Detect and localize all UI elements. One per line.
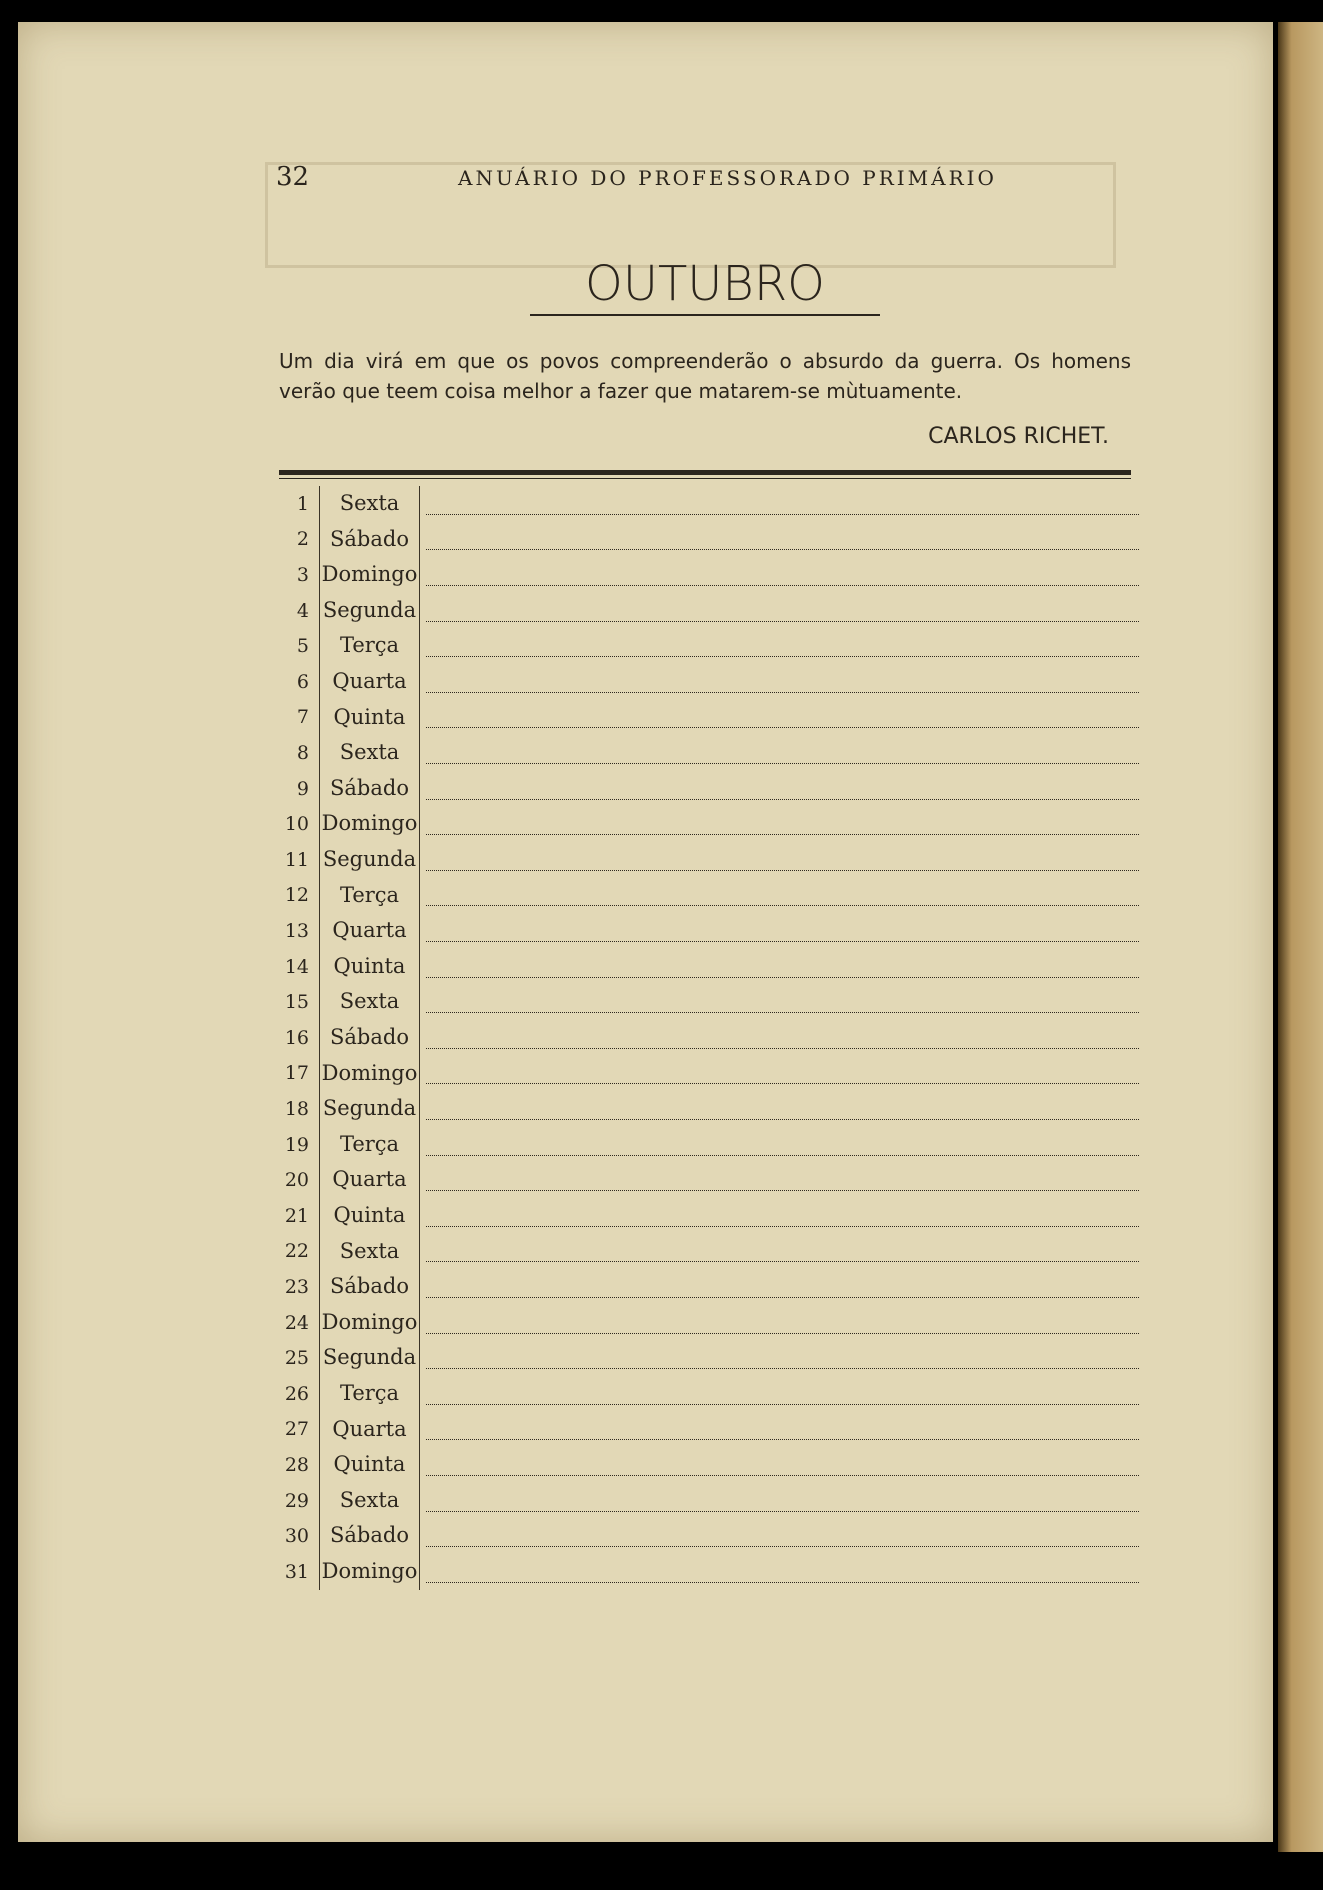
- note-line: [426, 1438, 1139, 1440]
- day-number: 17: [284, 1062, 309, 1085]
- calendar-row: [279, 1376, 1139, 1412]
- day-number: 30: [284, 1525, 309, 1548]
- note-line: [426, 1545, 1139, 1547]
- calendar-row: [279, 700, 1139, 736]
- calendar-row: [279, 557, 1139, 593]
- next-page-edge: [1278, 22, 1323, 1852]
- calendar-row: [279, 1518, 1139, 1554]
- calendar-row: [279, 984, 1139, 1020]
- note-line: [426, 1332, 1139, 1334]
- weekday-name: Quarta: [319, 1162, 420, 1198]
- note-line: [426, 1367, 1139, 1369]
- calendar-row: [279, 1234, 1139, 1270]
- weekday-name: Domingo: [319, 1056, 420, 1092]
- day-number: 4: [296, 599, 309, 622]
- note-line: [426, 762, 1139, 764]
- calendar-row: [279, 522, 1139, 558]
- day-number: 14: [284, 955, 309, 978]
- note-line: [426, 940, 1139, 942]
- epigraph-quote: Um dia virá em que os povos compreenderão o absurdo da guerra. Os homens verão que teem coisa melhor a fazer que matarem-se mùtuamente.: [279, 349, 1131, 403]
- running-title: ANUÁRIO DO PROFESSORADO PRIMÁRIO: [458, 166, 997, 190]
- calendar-row: [279, 486, 1139, 522]
- weekday-name: Segunda: [319, 1091, 420, 1127]
- day-number: 21: [284, 1204, 309, 1227]
- weekday-name: Quinta: [319, 949, 420, 985]
- day-number: 18: [284, 1097, 309, 1120]
- note-line: [426, 1118, 1139, 1120]
- calendar-row: [279, 664, 1139, 700]
- note-line: [426, 976, 1139, 978]
- note-line: [426, 655, 1139, 657]
- table-top-rule-thin: [279, 478, 1131, 479]
- day-number: 8: [296, 741, 309, 764]
- weekday-name: Quarta: [319, 913, 420, 949]
- note-line: [426, 1011, 1139, 1013]
- calendar-row: [279, 878, 1139, 914]
- calendar-row: [279, 735, 1139, 771]
- note-line: [426, 1047, 1139, 1049]
- weekday-name: Terça: [319, 1376, 420, 1412]
- day-number: 26: [284, 1382, 309, 1405]
- weekday-name: Segunda: [319, 593, 420, 629]
- weekday-name: Segunda: [319, 842, 420, 878]
- day-number: 28: [284, 1453, 309, 1476]
- weekday-name: Quinta: [319, 1198, 420, 1234]
- calendar-row: [279, 913, 1139, 949]
- note-line: [426, 513, 1139, 515]
- note-line: [426, 904, 1139, 906]
- weekday-name: Sexta: [319, 486, 420, 522]
- weekday-name: Domingo: [319, 557, 420, 593]
- weekday-name: Sábado: [319, 1269, 420, 1305]
- day-number: 2: [296, 528, 309, 551]
- weekday-name: Domingo: [319, 806, 420, 842]
- day-number: 27: [284, 1418, 309, 1441]
- weekday-name: Quinta: [319, 1447, 420, 1483]
- day-number: 15: [284, 991, 309, 1014]
- weekday-name: Sexta: [319, 984, 420, 1020]
- day-number: 31: [284, 1560, 309, 1583]
- calendar-row: [279, 1269, 1139, 1305]
- month-title: OUTUBRO: [530, 256, 880, 316]
- note-line: [426, 1581, 1139, 1583]
- calendar-row: [279, 628, 1139, 664]
- calendar-table: [279, 486, 1139, 1586]
- table-top-rule: [279, 470, 1131, 475]
- day-number: 9: [296, 777, 309, 800]
- calendar-row: [279, 949, 1139, 985]
- day-number: 16: [284, 1026, 309, 1049]
- weekday-name: Terça: [319, 628, 420, 664]
- day-number: 5: [296, 635, 309, 658]
- calendar-row: [279, 1483, 1139, 1519]
- page-header: [276, 162, 1126, 196]
- calendar-row: [279, 806, 1139, 842]
- weekday-name: Sexta: [319, 735, 420, 771]
- day-number: 1: [296, 492, 309, 515]
- note-line: [426, 798, 1139, 800]
- weekday-name: Domingo: [319, 1305, 420, 1341]
- calendar-row: [279, 1412, 1139, 1448]
- calendar-row: [279, 842, 1139, 878]
- page-number: 32: [276, 162, 310, 192]
- weekday-name: Sábado: [319, 1020, 420, 1056]
- weekday-name: Quarta: [319, 664, 420, 700]
- weekday-name: Segunda: [319, 1340, 420, 1376]
- note-line: [426, 1154, 1139, 1156]
- day-number: 25: [284, 1347, 309, 1370]
- day-number: 3: [296, 563, 309, 586]
- note-line: [426, 869, 1139, 871]
- day-number: 23: [284, 1275, 309, 1298]
- calendar-row: [279, 593, 1139, 629]
- note-line: [426, 1474, 1139, 1476]
- note-line: [426, 691, 1139, 693]
- calendar-row: [279, 1162, 1139, 1198]
- weekday-name: Domingo: [319, 1554, 420, 1590]
- note-line: [426, 1260, 1139, 1262]
- weekday-name: Quinta: [319, 700, 420, 736]
- weekday-name: Terça: [319, 1127, 420, 1163]
- calendar-row: [279, 1340, 1139, 1376]
- day-number: 13: [284, 919, 309, 942]
- note-line: [426, 1510, 1139, 1512]
- calendar-row: [279, 1091, 1139, 1127]
- day-number: 6: [296, 670, 309, 693]
- weekday-name: Sábado: [319, 1518, 420, 1554]
- day-number: 20: [284, 1169, 309, 1192]
- note-line: [426, 1296, 1139, 1298]
- note-line: [426, 1189, 1139, 1191]
- calendar-row: [279, 771, 1139, 807]
- note-line: [426, 620, 1139, 622]
- note-line: [426, 726, 1139, 728]
- weekday-name: Sábado: [319, 771, 420, 807]
- weekday-name: Terça: [319, 878, 420, 914]
- note-line: [426, 584, 1139, 586]
- day-number: 22: [284, 1240, 309, 1263]
- day-number: 24: [284, 1311, 309, 1334]
- day-number: 11: [284, 848, 309, 871]
- day-number: 7: [296, 706, 309, 729]
- weekday-name: Sábado: [319, 522, 420, 558]
- day-number: 10: [284, 813, 309, 836]
- calendar-row: [279, 1020, 1139, 1056]
- note-line: [426, 548, 1139, 550]
- note-line: [426, 1403, 1139, 1405]
- note-line: [426, 1225, 1139, 1227]
- calendar-row: [279, 1127, 1139, 1163]
- calendar-row: [279, 1554, 1139, 1590]
- note-line: [426, 1082, 1139, 1084]
- weekday-name: Sexta: [319, 1483, 420, 1519]
- day-number: 29: [284, 1489, 309, 1512]
- day-number: 12: [284, 884, 309, 907]
- weekday-name: Sexta: [319, 1234, 420, 1270]
- epigraph-author: CARLOS RICHET.: [928, 424, 1109, 449]
- day-number: 19: [284, 1133, 309, 1156]
- calendar-row: [279, 1305, 1139, 1341]
- calendar-row: [279, 1447, 1139, 1483]
- calendar-row: [279, 1198, 1139, 1234]
- note-line: [426, 833, 1139, 835]
- weekday-name: Quarta: [319, 1412, 420, 1448]
- calendar-row: [279, 1056, 1139, 1092]
